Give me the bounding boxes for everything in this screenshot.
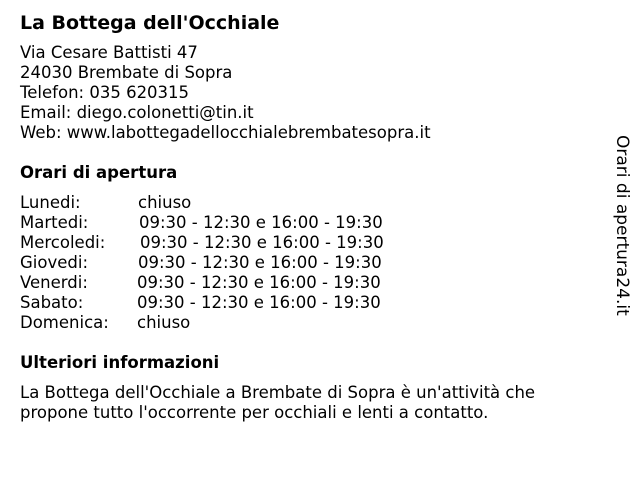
hours-time-value: chiuso — [137, 313, 191, 332]
phone-number: Telefon: 035 620315 — [20, 83, 190, 102]
hours-time-value: chiuso — [138, 193, 192, 212]
opening-hours-heading: Orari di apertura — [20, 163, 178, 182]
hours-day-label: Martedi: — [20, 213, 89, 232]
hours-day-label: Sabato: — [20, 293, 84, 312]
hours-day-label: Venerdi: — [20, 273, 88, 292]
hours-day-label: Lunedi: — [20, 193, 81, 212]
opening-hours-list — [20, 193, 580, 333]
hours-time-value: 09:30 - 12:30 e 16:00 - 19:30 — [137, 293, 381, 312]
website-url: Web: www.labottegadellocchialebrembatesopra.it — [20, 123, 431, 142]
site-watermark-label: Orari di apertura24.it — [612, 135, 632, 316]
hours-day-label: Giovedi: — [20, 253, 88, 272]
hours-time-value: 09:30 - 12:30 e 16:00 - 19:30 — [138, 253, 382, 272]
address-city: 24030 Brembate di Sopra — [20, 63, 233, 82]
hours-time-value: 09:30 - 12:30 e 16:00 - 19:30 — [140, 233, 384, 252]
email-address: Email: diego.colonetti@tin.it — [20, 103, 254, 122]
hours-row-monday — [20, 193, 580, 213]
hours-row-friday — [20, 273, 580, 293]
hours-time-value: 09:30 - 12:30 e 16:00 - 19:30 — [137, 273, 381, 292]
hours-row-sunday — [20, 313, 580, 333]
business-name: La Bottega dell'Occhiale — [20, 12, 280, 34]
hours-day-label: Mercoledi: — [20, 233, 106, 252]
hours-time-value: 09:30 - 12:30 e 16:00 - 19:30 — [139, 213, 383, 232]
more-info-heading: Ulteriori informazioni — [20, 353, 220, 372]
hours-day-label: Domenica: — [20, 313, 109, 332]
hours-row-tuesday — [20, 213, 580, 233]
address-street: Via Cesare Battisti 47 — [20, 43, 198, 62]
business-card — [20, 10, 580, 423]
hours-row-saturday — [20, 293, 580, 313]
more-info-text: La Bottega dell'Occhiale a Brembate di Sopra è un'attività che propone tutto l'occorrente per occhiali e lenti a contatto. — [20, 383, 536, 422]
hours-row-thursday — [20, 253, 580, 273]
hours-row-wednesday — [20, 233, 580, 253]
